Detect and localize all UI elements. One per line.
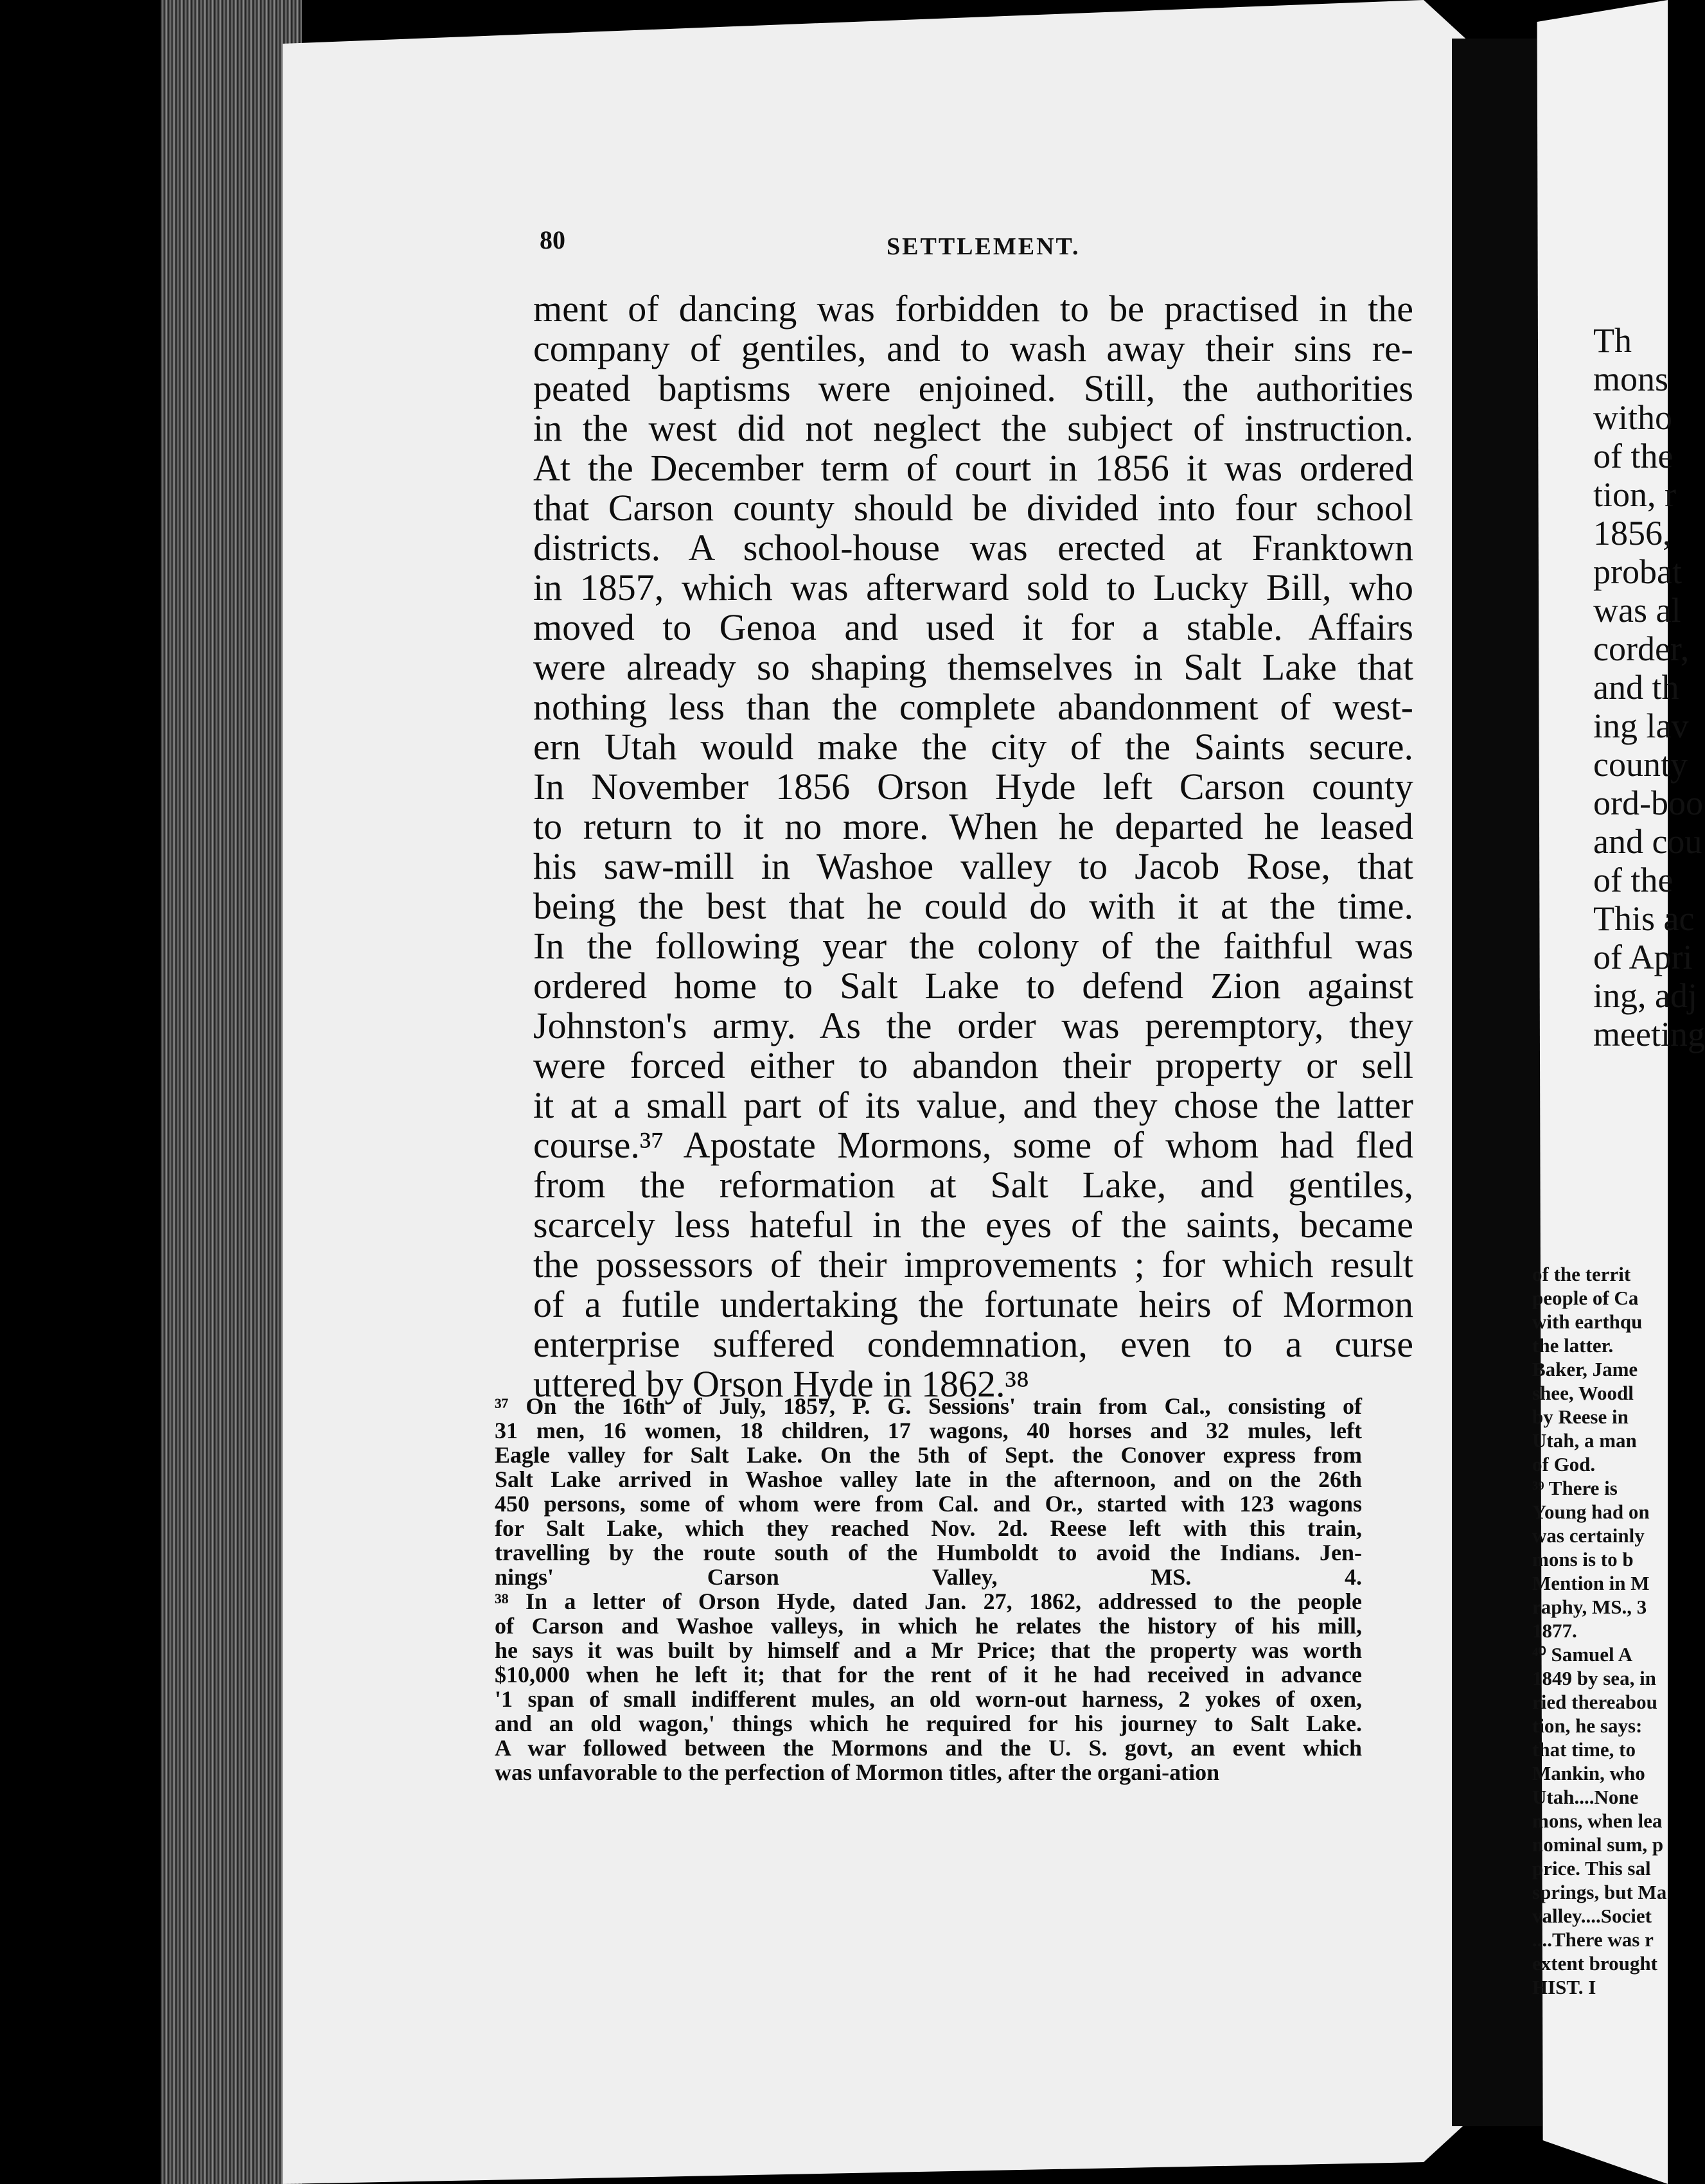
right-body-line: of Apri — [1593, 938, 1693, 976]
footnote-line: $10,000 when he left it; that for the rent of it he had received in advance — [495, 1662, 1362, 1687]
right-body-line: county — [1593, 745, 1688, 784]
book-gutter — [1452, 39, 1542, 2126]
right-footnote-line: springs, but Ma — [1532, 1881, 1667, 1903]
right-body-line: 1856, — [1593, 514, 1672, 552]
right-footnote-line: by Reese in — [1532, 1405, 1629, 1428]
footnote-line: Salt Lake arrived in Washoe valley late in the afternoon, and on the 26th — [495, 1466, 1362, 1492]
footnote-line: ³⁸ In a letter of Orson Hyde, dated Jan. 27, 1862, addressed to the people — [495, 1589, 1362, 1614]
body-line: scarcely less hateful in the eyes of the saints, became — [533, 1204, 1413, 1246]
body-line: company of gentiles, and to wash away their sins re- — [533, 328, 1413, 369]
right-footnote-line: mons, when lea — [1532, 1810, 1663, 1832]
right-footnote-line: ried thereabou — [1532, 1691, 1657, 1713]
footnote-line: A war followed between the Mormons and the U. S. govt, an event which — [495, 1735, 1362, 1761]
right-footnote-line: ⁴⁰ Samuel A — [1532, 1643, 1633, 1666]
running-head: SETTLEMENT. — [887, 233, 1081, 260]
right-footnote-line: tion, he says: — [1532, 1714, 1643, 1737]
right-body-line: ord-boo — [1593, 784, 1703, 822]
right-footnote-line: raphy, MS., 3 — [1532, 1596, 1647, 1618]
right-footnote-line: ³⁹ There is — [1532, 1477, 1618, 1499]
body-line: At the December term of court in 1856 it was ordered — [533, 447, 1413, 489]
right-body-line: and cou — [1593, 822, 1702, 861]
footnote-line: was unfavorable to the perfection of Mormon titles, after the organi-ation — [495, 1759, 1220, 1785]
right-footnote-line: mons is to b — [1532, 1548, 1634, 1571]
body-line: peated baptisms were enjoined. Still, the authorities — [533, 367, 1413, 409]
right-body-line: meeting — [1593, 1015, 1705, 1053]
right-body-line: was al — [1593, 591, 1681, 630]
right-footnote-line: price. This sal — [1532, 1857, 1651, 1880]
footnote-line: ³⁷ On the 16th of July, 1857, P. G. Sessions' train from Cal., consisting of — [495, 1393, 1362, 1419]
footnote-line: travelling by the route south of the Humboldt to avoid the Indians. Jen- — [495, 1540, 1362, 1565]
right-footnote-line: Utah, a man — [1532, 1429, 1637, 1452]
right-footnote-line: was certainly — [1532, 1524, 1645, 1547]
body-line: districts. A school-house was erected at Franktown — [533, 527, 1413, 568]
body-line: of a futile undertaking the fortunate heirs of Mormon — [533, 1283, 1413, 1325]
right-body-line: corder, — [1593, 630, 1690, 668]
footnote-line: for Salt Lake, which they reached Nov. 2d. Reese left with this train, — [495, 1515, 1362, 1541]
right-page-body-text — [1593, 321, 1705, 1053]
right-body-line: probat — [1593, 552, 1682, 591]
body-line: course.³⁷ Apostate Mormons, some of whom had fled — [533, 1124, 1413, 1166]
right-body-line: and th — [1593, 668, 1679, 707]
right-footnote-line: with earthqu — [1532, 1310, 1643, 1333]
body-line: ern Utah would make the city of the Saints secure. — [533, 726, 1413, 768]
footnote-line: '1 span of small indifferent mules, an old worn-out harness, 2 yokes of oxen, — [495, 1686, 1362, 1712]
body-line: Johnston's army. As the order was peremptory, they — [533, 1005, 1413, 1046]
body-line: in 1857, which was afterward sold to Lucky Bill, who — [533, 567, 1413, 608]
body-line: moved to Genoa and used it for a stable. Affairs — [533, 606, 1413, 648]
body-line: ordered home to Salt Lake to defend Zion against — [533, 965, 1413, 1007]
right-footnote-line: 1849 by sea, in — [1532, 1667, 1656, 1689]
right-footnote-line: of God. — [1532, 1453, 1596, 1475]
footnote-line: Eagle valley for Salt Lake. On the 5th of Sept. the Conover express from — [495, 1442, 1362, 1468]
footnote-line: 31 men, 16 women, 18 children, 17 wagons, 40 horses and 32 mules, left — [495, 1418, 1362, 1443]
right-footnote-line: Mention in M — [1532, 1572, 1650, 1594]
footnote-line: of Carson and Washoe valleys, in which he relates the history of his mill, — [495, 1613, 1362, 1639]
footnote-line: and an old wagon,' things which he required for his journey to Salt Lake. — [495, 1711, 1362, 1736]
right-footnote-line: ....There was r — [1532, 1928, 1654, 1951]
right-body-line: This ac — [1593, 899, 1695, 938]
right-footnote-line: valley....Societ — [1532, 1905, 1652, 1927]
body-line: it at a small part of its value, and they chose the latter — [533, 1084, 1413, 1126]
right-footnote-line: HIST. I — [1532, 1976, 1596, 1998]
right-footnote-line: extent brought — [1532, 1952, 1657, 1975]
right-page-footnotes — [1532, 1262, 1674, 1999]
body-line: were forced either to abandon their property or sell — [533, 1044, 1413, 1086]
right-footnote-line: the latter. — [1532, 1334, 1614, 1357]
body-line: being the best that he could do with it at the time. — [533, 885, 1413, 927]
right-footnote-line: Mankin, who — [1532, 1762, 1645, 1784]
right-body-line: witho — [1593, 398, 1673, 437]
right-footnote-line: 1877. — [1532, 1619, 1577, 1642]
right-body-line: tion, r — [1593, 475, 1676, 514]
body-line: the possessors of their improvements ; for which result — [533, 1244, 1413, 1285]
footnote-line: he says it was built by himself and a Mr Price; that the property was worth — [495, 1637, 1362, 1663]
right-body-line: ing, adj — [1593, 976, 1697, 1015]
right-body-line: mons — [1593, 360, 1669, 398]
book-page-edges — [161, 0, 302, 2184]
body-line: nothing less than the complete abandonment of west- — [533, 686, 1413, 728]
right-footnote-line: that time, to — [1532, 1738, 1636, 1761]
right-footnote-line: nominal sum, p — [1532, 1833, 1664, 1856]
right-body-line: of the — [1593, 437, 1674, 475]
right-footnote-line: Young had on — [1532, 1501, 1650, 1523]
right-footnote-line: shee, Woodl — [1532, 1382, 1634, 1404]
right-body-line: ing lav — [1593, 707, 1689, 745]
footnote-line: nings' Carson Valley, MS. 4. — [495, 1564, 1362, 1590]
page-header — [540, 225, 1413, 276]
right-footnote-line: people of Ca — [1532, 1287, 1639, 1309]
page-number: 80 — [540, 225, 565, 254]
right-footnote-line: Baker, Jame — [1532, 1358, 1638, 1380]
body-line: to return to it no more. When he departed he leased — [533, 806, 1413, 847]
body-text — [533, 289, 1413, 1404]
body-line: ment of dancing was forbidden to be practised in the — [533, 288, 1413, 330]
footnotes — [495, 1394, 1362, 1784]
body-line: that Carson county should be divided into four school — [533, 487, 1413, 529]
right-footnote-line: of the territ — [1532, 1263, 1631, 1285]
body-line: In November 1856 Orson Hyde left Carson county — [533, 766, 1413, 807]
right-footnote-line: Utah....None — [1532, 1786, 1639, 1808]
footnote-line: 450 persons, some of whom were from Cal. and Or., started with 123 wagons — [495, 1491, 1362, 1517]
right-body-line: of the — [1593, 861, 1674, 899]
body-line: in the west did not neglect the subject of instruction. — [533, 407, 1413, 449]
right-body-line: Th — [1593, 321, 1632, 360]
body-line: enterprise suffered condemnation, even to a curse — [533, 1323, 1413, 1365]
body-line: uttered by Orson Hyde in 1862.³⁸ — [533, 1363, 1030, 1405]
body-line: were already so shaping themselves in Salt Lake that — [533, 646, 1413, 688]
body-line: his saw-mill in Washoe valley to Jacob Rose, that — [533, 845, 1413, 887]
body-line: In the following year the colony of the faithful was — [533, 925, 1413, 967]
body-line: from the reformation at Salt Lake, and gentiles, — [533, 1164, 1413, 1206]
